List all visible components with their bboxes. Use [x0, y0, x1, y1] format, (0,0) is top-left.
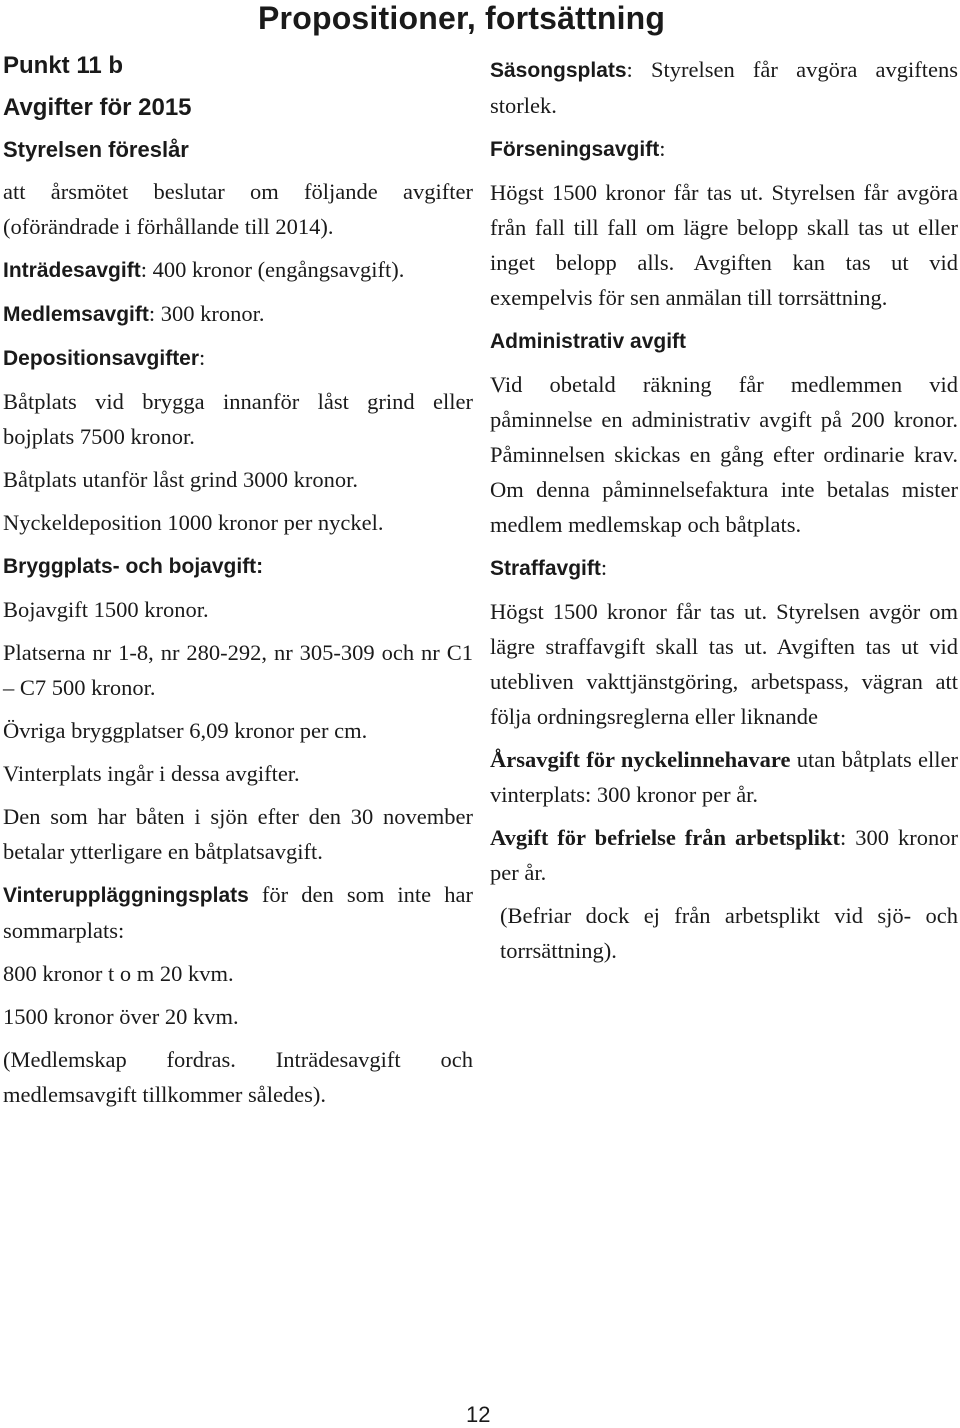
befrielse-text: : 300 kronor per år. — [490, 825, 958, 885]
right-column — [490, 52, 958, 968]
vinter-item: 800 kronor t o m 20 kvm. — [3, 961, 234, 986]
intradesavgift-text: : 400 kronor (engångsavgift). — [140, 257, 405, 282]
forsening-text: Högst 1500 kronor får tas ut. Styrelsen får avgöra från fall till fall om lägre belopp skall tas ut eller inget belopp alls. Avgiften kan tas ut vid exempelvis för sen anmälan till torrsättning. — [490, 180, 958, 310]
admin-text: Vid obetald räkning får medlemmen vid påminnelse en administrativ avgift på 200 kronor. Påminnelsen skickas en gång efter ordinarie krav. Om denna påminnelsefaktura inte betalas mister medlem medlemskap och båtplats. — [490, 372, 958, 537]
depositions-heading — [3, 340, 473, 376]
deposition-item: Nyckeldeposition 1000 kronor per nyckel. — [3, 510, 384, 535]
medlemsavgift-text: : 300 kronor. — [148, 301, 265, 326]
section-heading-styrelsen: Styrelsen föreslår — [3, 137, 189, 162]
brygg-label: Bryggplats- och bojavgift: — [3, 555, 264, 578]
vinter-text: för den som inte har sommarplats: — [3, 882, 473, 943]
section-heading-punkt: Punkt 11 b — [3, 52, 124, 79]
medlemsavgift-paragraph — [3, 296, 473, 332]
brygg-item: Vinterplats ingår i dessa avgifter. — [3, 761, 300, 786]
arsavgift-label: Årsavgift för nyckelinnehavare — [490, 747, 791, 772]
page-number: 12 — [466, 1402, 491, 1427]
arsavgift-text: utan båtplats eller vinterplats: 300 kronor per år. — [490, 747, 958, 807]
admin-label: Administrativ avgift — [490, 330, 687, 353]
depositions-label: Depositionsavgifter — [3, 347, 200, 370]
brygg-item: Bojavgift 1500 kronor. — [3, 597, 209, 622]
befrielse-label: Avgift för befrielse från arbetsplikt — [490, 825, 841, 850]
intradesavgift-paragraph — [3, 252, 473, 288]
sasong-text: : Styrelsen får avgöra avgiftens storlek. — [490, 57, 958, 118]
sasong-paragraph — [490, 52, 958, 123]
straff-colon: : — [600, 555, 608, 580]
left-column — [3, 52, 473, 1112]
arsavgift-paragraph — [490, 742, 958, 812]
forsening-heading — [490, 131, 958, 167]
admin-heading — [490, 323, 958, 359]
befrielse-note: (Befriar dock ej från arbetsplikt vid sjö- och torrsättning). — [500, 903, 958, 963]
straff-heading — [490, 550, 958, 586]
brygg-item: Platserna nr 1-8, nr 280-292, nr 305-309 och nr C1 – C7 500 kronor. — [3, 640, 473, 700]
befrielse-paragraph — [490, 820, 958, 890]
intradesavgift-label: Inträdesavgift — [3, 259, 141, 282]
intro-paragraph: att årsmötet beslutar om följande avgifter (oförändrade i förhållande till 2014). — [3, 179, 473, 239]
depositions-colon: : — [199, 345, 206, 370]
medlemsavgift-label: Medlemsavgift — [3, 303, 149, 326]
brygg-item: Övriga bryggplatser 6,09 kronor per cm. — [3, 718, 368, 743]
forsening-label: Förseningsavgift — [490, 138, 660, 161]
brygg-heading — [3, 548, 473, 584]
straff-text: Högst 1500 kronor får tas ut. Styrelsen avgör om lägre straffavgift skall tas ut. Avgiften tas ut vid utebliven vakttjänstgöring, arbetspass, vägran att följa ordningsreglerna eller liknande — [490, 599, 958, 729]
sasong-label: Säsongsplats — [490, 59, 627, 82]
deposition-item: Båtplats utanför låst grind 3000 kronor. — [3, 467, 358, 492]
forsening-colon: : — [659, 136, 666, 161]
vinter-item: 1500 kronor över 20 kvm. — [3, 1004, 239, 1029]
section-heading-avgifter: Avgifter för 2015 — [3, 94, 192, 121]
vinter-item: (Medlemskap fordras. Inträdesavgift och medlemsavgift tillkommer således). — [3, 1047, 473, 1107]
vinter-label: Vinteruppläggningsplats — [3, 884, 249, 907]
page-title: Propositioner, fortsättning — [258, 0, 666, 36]
straff-label: Straffavgift — [490, 557, 601, 580]
vinter-paragraph — [3, 877, 473, 948]
brygg-item: Den som har båten i sjön efter den 30 november betalar ytterligare en båtplatsavgift. — [3, 804, 473, 864]
deposition-item: Båtplats vid brygga innanför låst grind eller bojplats 7500 kronor. — [3, 389, 473, 449]
